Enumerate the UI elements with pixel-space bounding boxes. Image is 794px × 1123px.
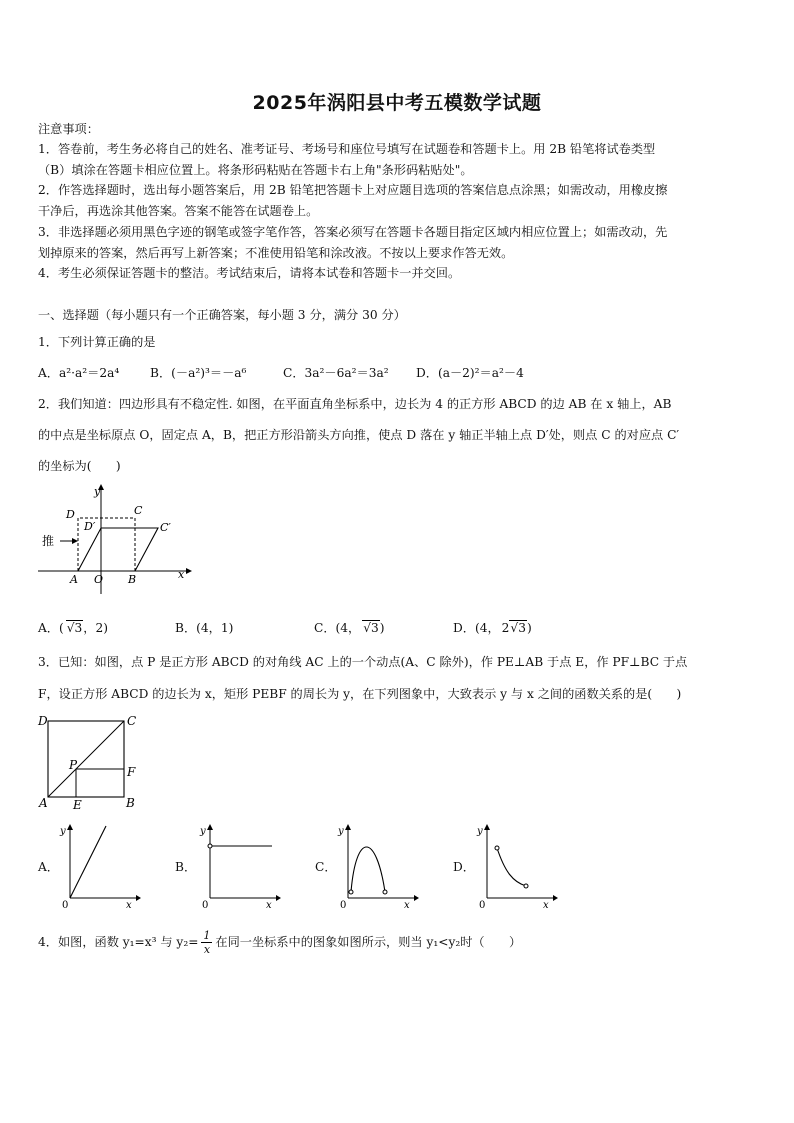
q3-option-c: C． (315, 860, 337, 874)
q3-graph-b (198, 822, 282, 910)
origin-O-label: O (94, 573, 104, 586)
question-4-stem: 4．如图，函数 y₁=x³ 与 y₂= $\frac{1}{x}$ 在同一坐标系中的图象如图所示，则当 y₁<y₂时（ ） (38, 929, 522, 956)
y-axis-label: y (477, 826, 483, 837)
question-2-line: 的中点是坐标原点 O，固定点 A，B，把正方形沿箭头方向推，使点 D 落在 y 轴正半轴上点 D′处，则点 C 的对应点 C′ (38, 428, 680, 442)
q2-option-d: D．(4， 2√3) (453, 621, 532, 635)
point-B-label: B (128, 573, 137, 586)
page-title: 2025年涡阳县中考五模数学试题 (252, 92, 542, 114)
section-heading: 一、选择题（每小题只有一个正确答案，每小题 3 分，满分 30 分） (38, 308, 406, 322)
q3-graph-c (336, 822, 420, 910)
x-axis-label: x (126, 900, 132, 910)
fraction-denominator: x (203, 943, 211, 956)
x-axis-label: x (266, 900, 272, 910)
q1-option-c: C．3a²－6a²＝3a² (283, 366, 389, 380)
x-axis-label: x (543, 900, 549, 910)
q3-option-d: D． (453, 860, 475, 874)
point-B-label: B (126, 796, 135, 810)
fraction-numerator: 1 (203, 929, 211, 942)
question-2-line: 2．我们知道：四边形具有不稳定性. 如图，在平面直角坐标系中，边长为 4 的正方形 ABCD 的边 AB 在 x 轴上，AB (38, 397, 672, 411)
point-F-label: F (127, 765, 136, 779)
point-C-label: C (134, 504, 143, 517)
origin-label: 0 (479, 900, 486, 910)
q1-option-d: D．(a－2)²＝a²－4 (416, 366, 524, 380)
y-axis-label: y (94, 485, 101, 498)
notice-line: （B）填涂在答题卡相应位置上。将条形码粘贴在答题卡右上角"条形码粘贴处"。 (38, 163, 473, 177)
origin-label: 0 (62, 900, 69, 910)
y-axis-label: y (338, 826, 344, 837)
notice-line: 4．考生必须保证答题卡的整洁。考试结束后，请将本试卷和答题卡一并交回。 (38, 266, 461, 280)
q3-graph-d (475, 822, 559, 910)
q3-option-a: A． (38, 860, 59, 874)
point-A-label: A (39, 796, 48, 810)
q3-option-b: B． (175, 860, 197, 874)
point-D-label: D (38, 714, 48, 728)
point-C-label: C (127, 714, 137, 728)
q3-square-figure (36, 712, 146, 812)
point-A-label: A (70, 573, 78, 586)
notice-line: 划掉原来的答案，然后再写上新答案；不准使用铅笔和涂改液。不按以上要求作答无效。 (38, 246, 514, 260)
q2-option-b: B．(4，1) (175, 621, 234, 635)
notice-line: 干净后，再选涂其他答案。答案不能答在试题卷上。 (38, 204, 319, 218)
point-Cprime-label: C′ (160, 521, 171, 534)
y-axis-label: y (60, 826, 66, 837)
notice-line: 2．作答选择题时，选出每小题答案后，用 2B 铅笔把答题卡上对应题目选项的答案信息点涂黑；如需改动，用橡皮擦 (38, 183, 668, 197)
q2-figure (38, 482, 198, 594)
notice-heading: 注意事项： (38, 122, 99, 136)
point-E-label: E (73, 798, 82, 812)
x-axis-label: x (404, 900, 410, 910)
push-label: 推 (42, 534, 55, 548)
point-Dprime-label: D′ (84, 520, 96, 533)
q2-option-c: C．(4， √3) (314, 621, 385, 635)
origin-label: 0 (202, 900, 209, 910)
notice-line: 1．答卷前，考生务必将自己的姓名、准考证号、考场号和座位号填写在试题卷和答题卡上。用 2B 铅笔将试卷类型 (38, 142, 656, 156)
q2-option-a: A．( √3，2) (38, 621, 108, 635)
x-axis-label: x (178, 568, 185, 581)
q1-option-a: A．a²·a²＝2a⁴ (38, 366, 120, 380)
notice-line: 3．非选择题必须用黑色字迹的钢笔或签字笔作答，答案必须写在答题卡各题目指定区域内相应位置上；如需改动，先 (38, 225, 668, 239)
question-3-line: 3．已知：如图，点 P 是正方形 ABCD 的对角线 AC 上的一个动点(A、C 除外)，作 PE⊥AB 于点 E，作 PF⊥BC 于点 (38, 655, 688, 669)
q3-graph-a (58, 822, 142, 910)
point-D-label: D (66, 508, 75, 521)
q1-option-b: B．(－a²)³＝－a⁶ (150, 366, 247, 380)
question-3-line: F，设正方形 ABCD 的边长为 x，矩形 PEBF 的周长为 y，在下列图象中，大致表示 y 与 x 之间的函数关系的是( ) (38, 687, 682, 701)
question-2-line: 的坐标为( ) (38, 459, 121, 473)
y-axis-label: y (200, 826, 206, 837)
question-1-stem: 1．下列计算正确的是 (38, 335, 156, 349)
origin-label: 0 (340, 900, 347, 910)
point-P-label: P (69, 758, 78, 772)
